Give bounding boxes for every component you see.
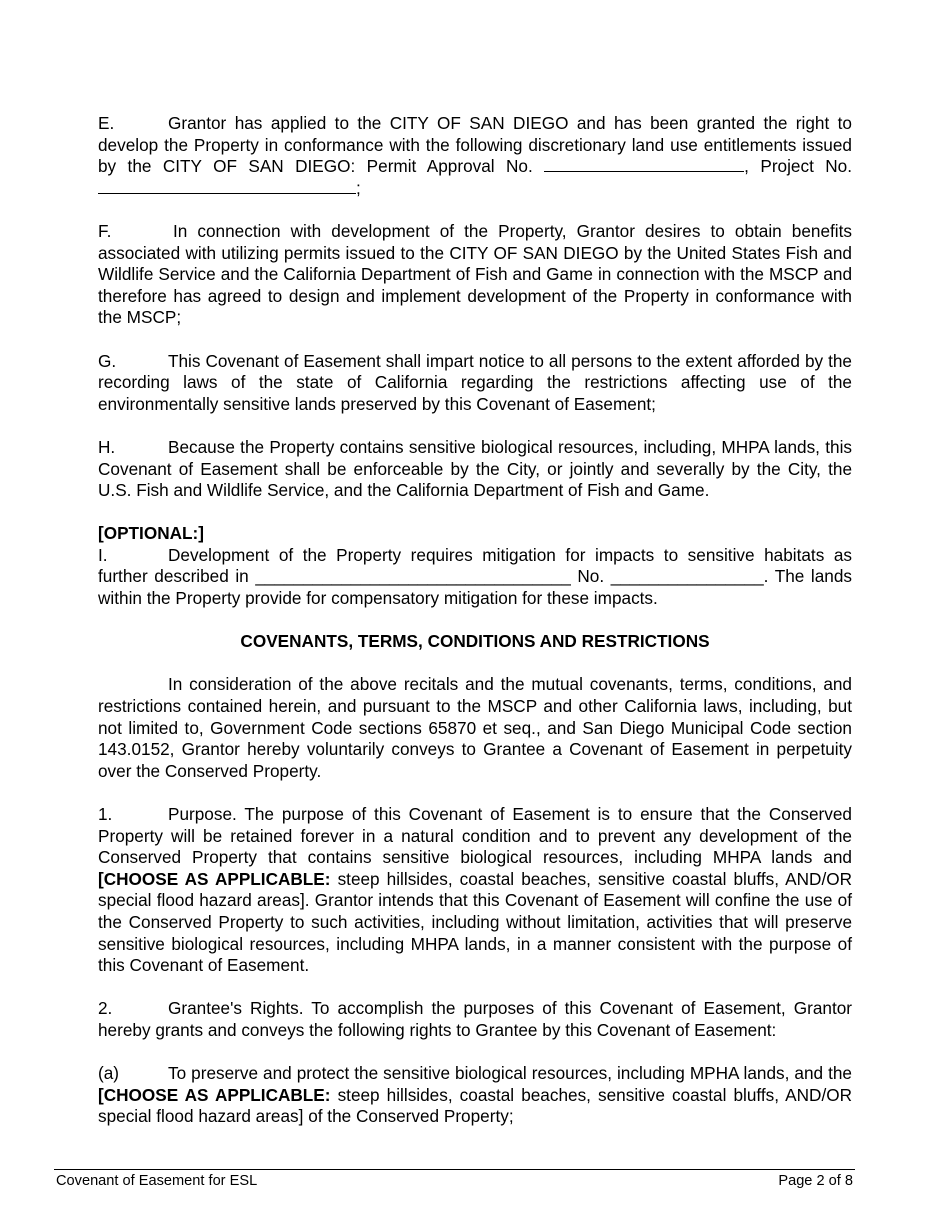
recital-f-letter: F.: [98, 220, 112, 241]
recital-i-text-1: Development of the Property requires mitigation for impacts to sensitive habitats as further described in: [98, 544, 852, 587]
section-1: [98, 804, 852, 977]
section-2a-text-1: To preserve and protect the sensitive biological resources, including MPHA lands, and the: [168, 1063, 852, 1084]
footer-divider: [54, 1169, 855, 1170]
recital-h: [98, 437, 852, 502]
section-2a-text-2: steep hillsides, coastal beaches, sensitive coastal bluffs, AND/OR special flood hazard areas] of the Conserved Property;: [98, 1084, 852, 1127]
recital-i-letter: I.: [98, 544, 108, 565]
section-1-number: 1.: [98, 804, 113, 824]
optional-label: [OPTIONAL:]: [98, 523, 204, 544]
recital-e-text-2: , Project No.: [744, 156, 852, 177]
document-body: [98, 113, 852, 1150]
section-1-text-1: Purpose. The purpose of this Covenant of Easement is to ensure that the Conserved Property will be retained forever in a natural condition and to prevent any development of the Conserved Property that contains sensitive biological resources, including MHPA lands and: [98, 804, 852, 868]
section-2a: [98, 1063, 852, 1128]
consideration-paragraph: In consideration of the above recitals and the mutual covenants, terms, conditions, and restrictions contained herein, and pursuant to the MSCP and other California laws, including, but not limited to, Government Code sections 65870 et seq., and San Diego Municipal Code section 143.0152, Grantor hereby voluntarily conveys to Grantee a Covenant of Easement in perpetuity over the Conserved Property.: [98, 674, 852, 781]
recital-g-letter: G.: [98, 350, 117, 371]
recital-e-text-3: ;: [356, 177, 361, 198]
recital-e-text-1: Grantor has applied to the CITY OF SAN DIEGO and has been granted the right to develop the Property in conformance with the following discretionary land use entitlements issued by the CITY OF SAN DIEGO: Permit Approval No.: [98, 113, 852, 177]
section-1-text-2: steep hillsides, coastal beaches, sensitive coastal bluffs, AND/OR special flood hazard areas]. Grantor intends that this Covenant of Easement will confine the use of the Conserved Property to such activities, including without limitation, activities that will preserve sensitive biological resources, including MHPA lands, in a manner consistent with the purpose of this Covenant of Easement.: [98, 868, 852, 976]
recital-e-letter: E.: [98, 113, 115, 133]
recital-i-blank-1: _________________________________: [255, 566, 571, 587]
section-2a-number: (a): [98, 1063, 120, 1084]
section-heading: COVENANTS, TERMS, CONDITIONS AND RESTRICTIONS: [240, 631, 710, 652]
recital-e: [98, 113, 852, 199]
section-2a-choose-label: [CHOOSE AS APPLICABLE:: [98, 1084, 331, 1105]
recital-h-letter: H.: [98, 436, 116, 457]
section-1-choose-label: [CHOOSE AS APPLICABLE:: [98, 868, 331, 889]
recital-i-blank-2: ________________: [610, 566, 764, 587]
recital-f: [98, 221, 852, 329]
permit-approval-blank: [544, 156, 744, 172]
recital-g: [98, 351, 852, 416]
recital-f-text: In connection with development of the Property, Grantor desires to obtain benefits associated with utilizing permits issued to the CITY OF SAN DIEGO by the United States Fish and Wildlife Service and the California Department of Fish and Game in connection with the MSCP and therefore has agreed to design and implement development of the Property in conformance with the MSCP;: [98, 220, 852, 328]
footer-page-number: Page 2 of 8: [778, 1173, 853, 1189]
section-2: [98, 998, 852, 1041]
recital-i-text-3: . The lands within the Property provide for compensatory mitigation for these impacts.: [98, 566, 852, 609]
recital-h-text: Because the Property contains sensitive biological resources, including, MHPA lands, this Covenant of Easement shall be enforceable by the City, or jointly and severally by the City, the U.S. Fish and Wildlife Service, and the California Department of Fish and Game.: [98, 436, 852, 501]
section-2-text: Grantee's Rights. To accomplish the purposes of this Covenant of Easement, Grantor hereby grants and conveys the following rights to Grantee by this Covenant of Easement:: [98, 998, 852, 1040]
recital-i-text-2: No.: [570, 566, 611, 587]
recital-g-text: This Covenant of Easement shall impart notice to all persons to the extent afforded by the recording laws of the state of California regarding the restrictions affecting use of the environmentally sensitive lands preserved by this Covenant of Easement;: [98, 350, 852, 414]
section-2-number: 2.: [98, 998, 113, 1019]
footer-document-title: Covenant of Easement for ESL: [56, 1173, 258, 1189]
project-number-blank: [98, 178, 356, 194]
recital-i: [98, 545, 852, 610]
